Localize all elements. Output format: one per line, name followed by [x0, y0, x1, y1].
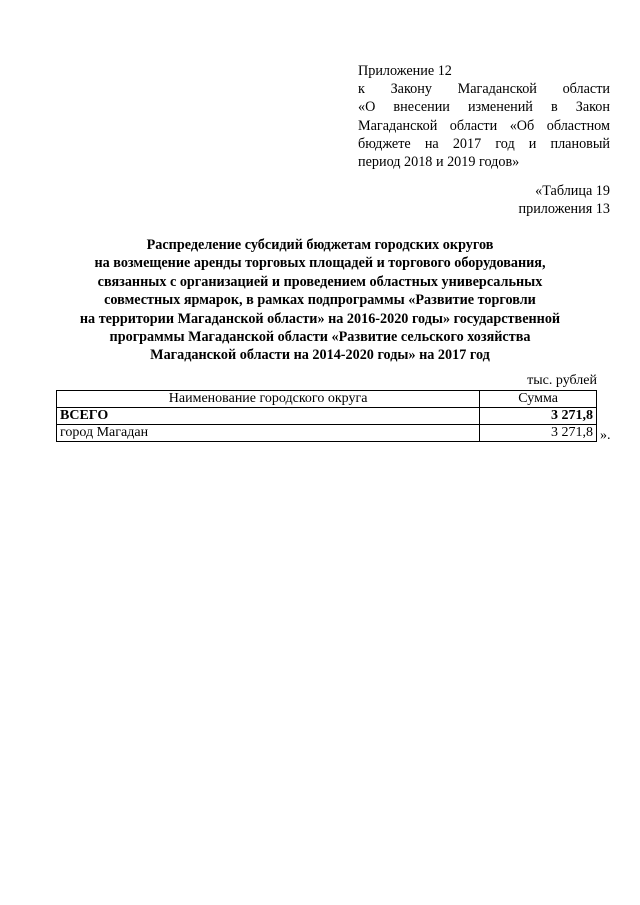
table-reference-line: приложения 13: [518, 201, 610, 218]
title-line: Распределение субсидий бюджетам городских округов: [146, 237, 494, 253]
appendix-line: Магаданской области «Об областном: [358, 117, 610, 134]
table-reference-line: «Таблица 19: [535, 183, 610, 199]
title-line: Магаданской области на 2014-2020 годы» на 2017 год: [150, 347, 490, 364]
appendix-line: к Закону Магаданской области: [358, 81, 610, 98]
table-row-total: [57, 408, 597, 425]
column-header-name: Наименование городского округа: [57, 391, 480, 408]
row-sum-cell: 3 271,8: [480, 408, 597, 425]
title-line: на территории Магаданской области» на 2016-2020 годы» государственной: [79, 310, 561, 327]
appendix-header: [358, 62, 610, 171]
table-reference: [410, 182, 610, 218]
closing-quote-mark: ».: [600, 428, 611, 443]
title-line: на возмещение аренды торговых площадей и торгового оборудования,: [94, 255, 546, 272]
table-row: [57, 425, 597, 442]
row-name-cell: город Магадан: [57, 425, 480, 442]
subsidy-table: [56, 390, 597, 442]
title-line: программы Магаданской области «Развитие сельского хозяйства: [109, 329, 531, 346]
appendix-line: бюджете на 2017 год и плановый: [358, 135, 610, 152]
title-line: связанных с организацией и проведением областных универсальных: [97, 273, 543, 290]
units-label: тыс. рублей: [527, 373, 597, 388]
table-header-row: [57, 391, 597, 408]
row-name-cell: ВСЕГО: [57, 408, 480, 425]
row-sum-cell: 3 271,8: [480, 425, 597, 442]
title-line: совместных ярмарок, в рамках подпрограммы «Развитие торговли: [104, 292, 536, 309]
appendix-line: «О внесении изменений в Закон: [358, 99, 610, 116]
column-header-sum: Сумма: [480, 391, 597, 408]
document-title: [40, 236, 600, 365]
appendix-line: период 2018 и 2019 годов»: [358, 154, 520, 171]
appendix-line: Приложение 12: [358, 63, 452, 79]
